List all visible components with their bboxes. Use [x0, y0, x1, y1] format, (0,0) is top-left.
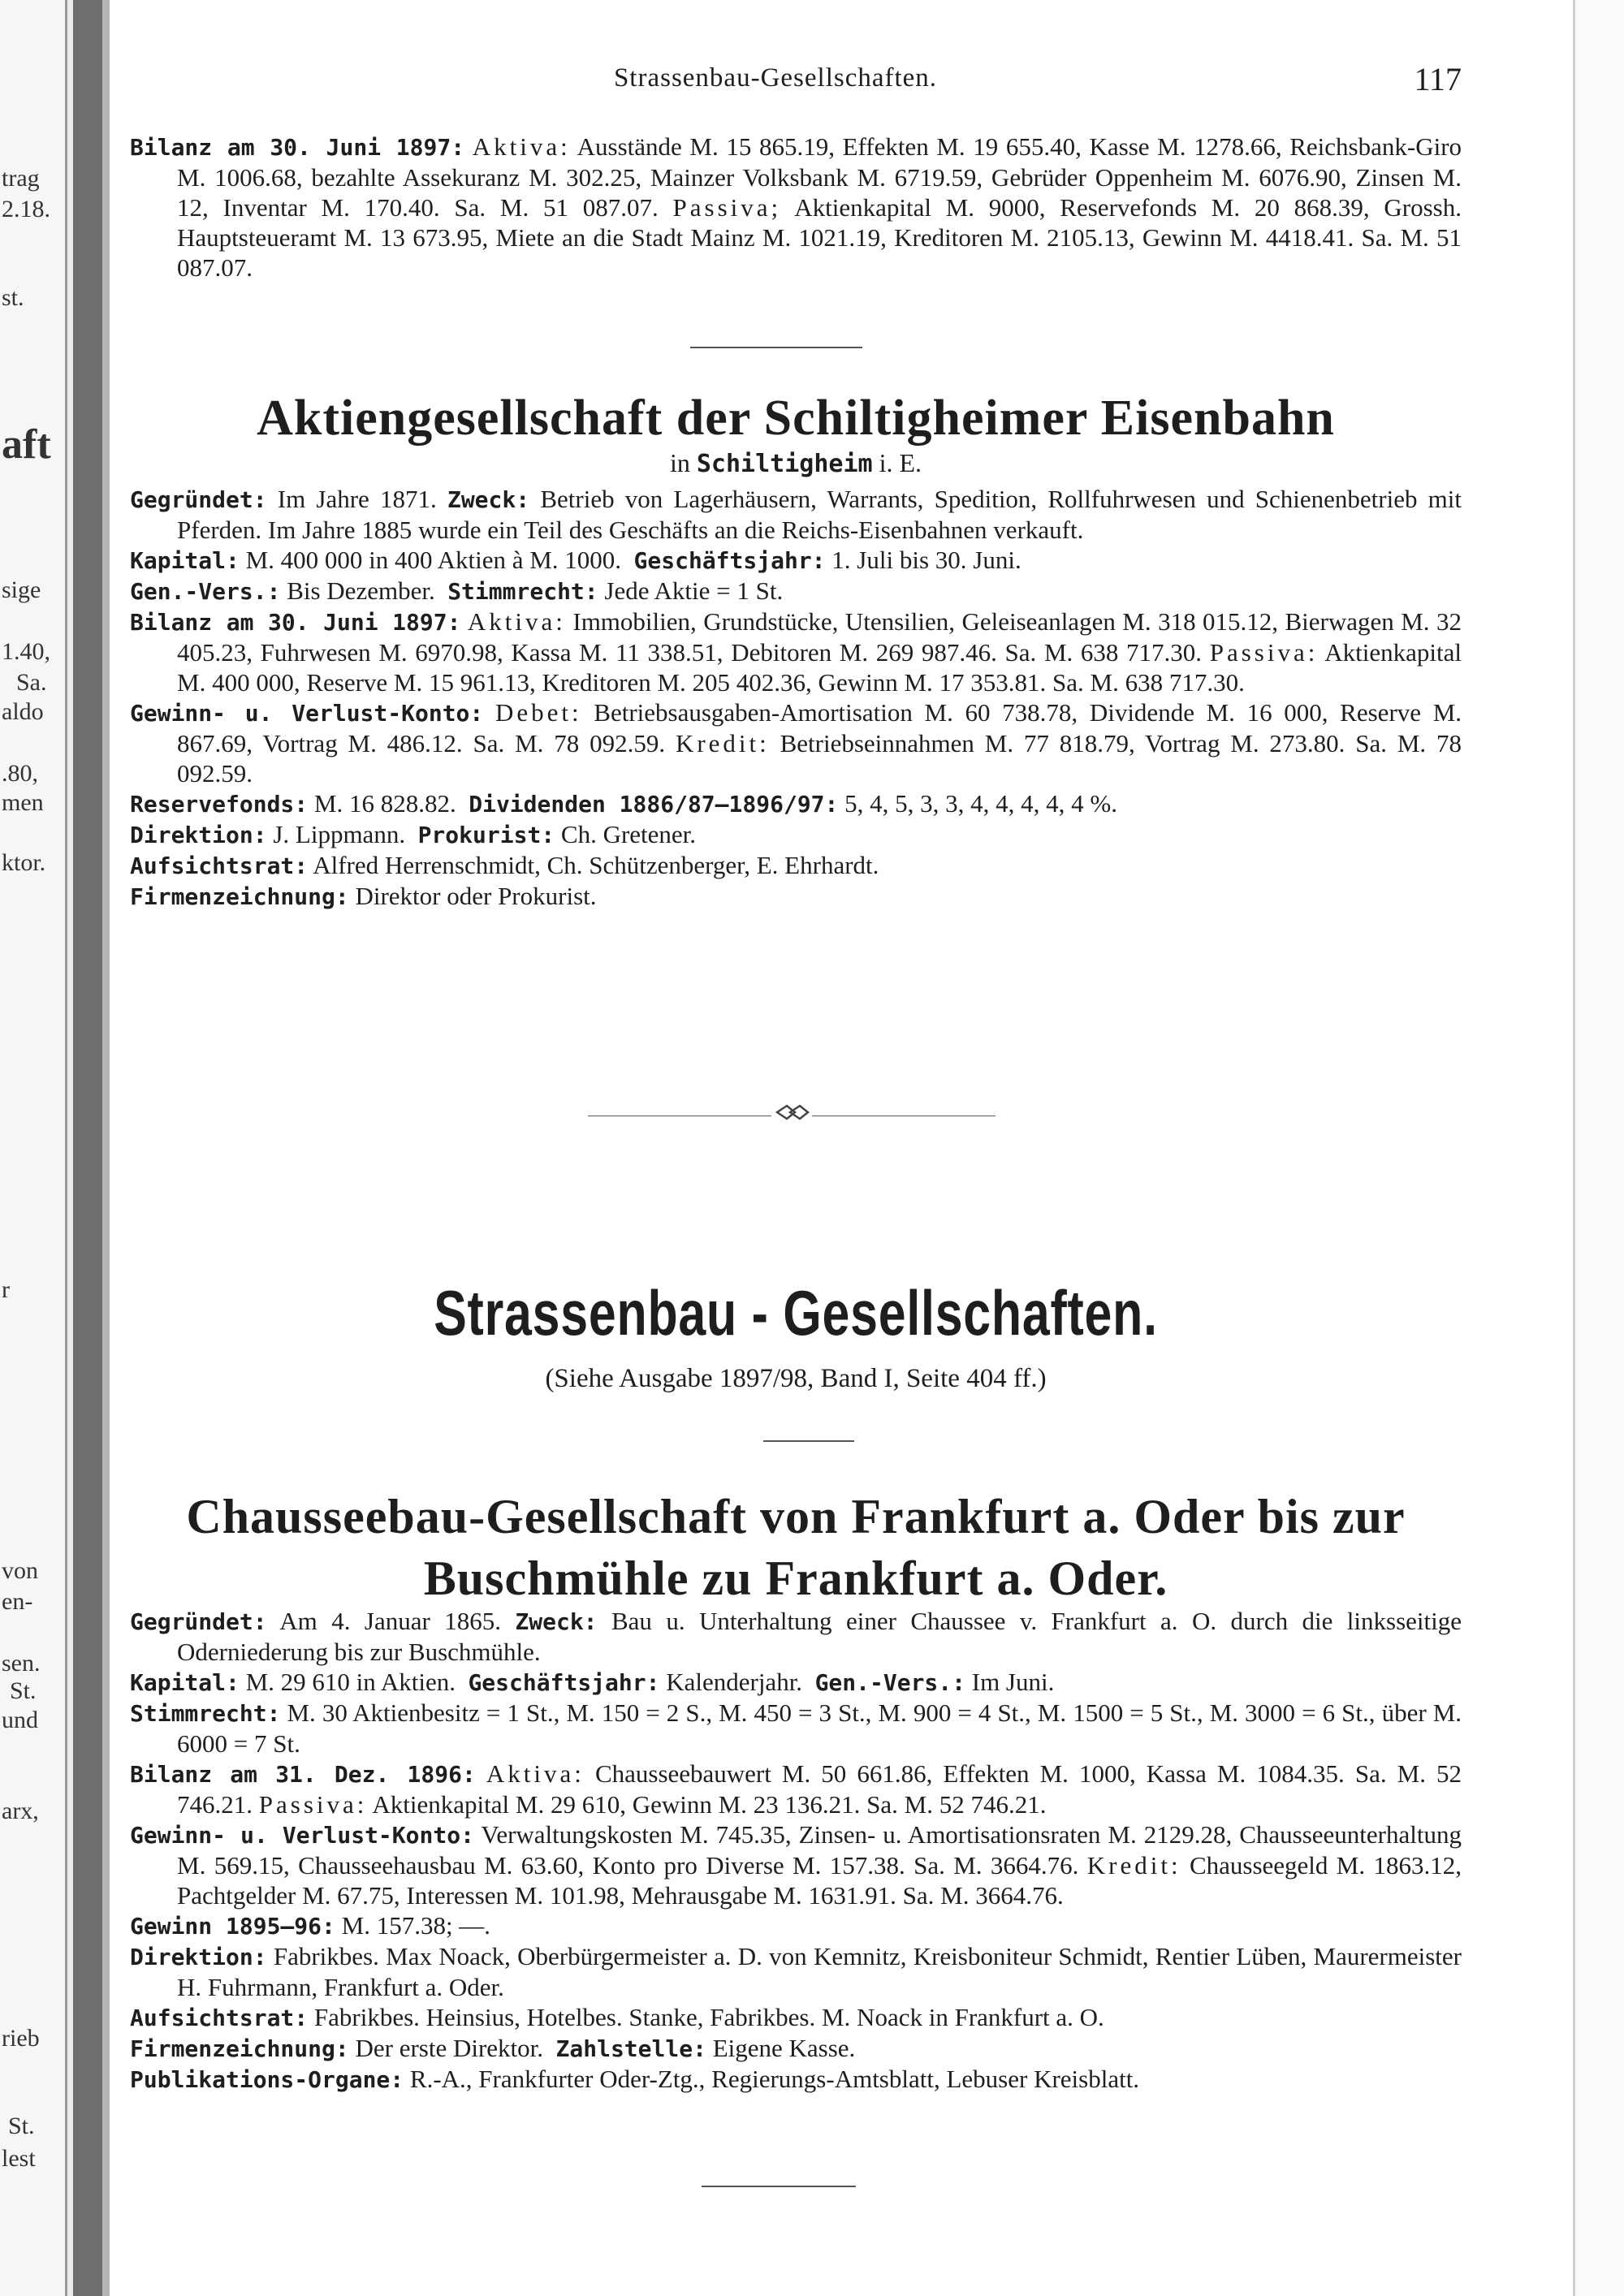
field-label: Bilanz am 31. Dez. 1896: — [130, 1761, 476, 1788]
field-label: Firmenzeichnung: — [130, 883, 349, 910]
separator-rule — [702, 2186, 856, 2187]
location-prefix: in — [669, 448, 690, 477]
field-label: Kapital: — [130, 547, 240, 574]
field-text: Betriebsausgaben-Amortisation M. 60 738.78, Dividende M. 16 000, Reserve M. 867.69, Vortrag M. 486.12. Sa. M. 78 092.59. — [177, 698, 1462, 757]
board-paragraph — [130, 850, 1462, 881]
field-text: Chausseebauwert M. 50 661.86, Effekten M. 1000, Kassa M. 1084.35. Sa. M. 52 746.21. — [177, 1759, 1462, 1819]
margin-fragment: sige — [2, 576, 41, 603]
field-text: J. Lippmann. — [273, 820, 406, 848]
field-text: Fabrikbes. Heinsius, Hotelbes. Stanke, Fabrikbes. M. Noack in Frankfurt a. O. — [313, 2003, 1104, 2031]
margin-fragment: arx, — [2, 1798, 39, 1824]
field-label: Bilanz am 30. Juni 1897: — [130, 134, 465, 161]
kredit-word: Kredit: — [1086, 1851, 1181, 1880]
field-text: Immobilien, Grundstücke, Utensilien, Geleiseanlagen M. 318 015.12, Bierwagen M. 32 405.23, Fuhrwesen M. 6970.98, Kassa M. 11 338.51, Debitoren M. 269 987.46. Sa. M. 638 717.30. — [177, 607, 1462, 667]
page — [130, 0, 1462, 2296]
capital-paragraph — [130, 545, 1462, 576]
margin-fragment: .80, — [2, 760, 38, 787]
balance-passiva-text: Aktienkapital M. 9000, Reservefonds M. 20 868.39, Grossh. Hauptsteueramt M. 13 673.95, Miete an die Stadt Mainz M. 1021.19, Kreditoren M. 2105.13, Gewinn M. 4418.41. Sa. M. 51 087.07. — [177, 193, 1462, 282]
margin-fragment: st. — [2, 284, 24, 311]
company-title — [130, 1486, 1462, 1609]
section-reference: (Siehe Ausgabe 1897/98, Band I, Seite 404 ff.) — [545, 1364, 1047, 1393]
kredit-word: Kredit: — [675, 729, 770, 757]
field-text: Bau u. Unterhaltung einer Chaussee v. Frankfurt a. O. durch die linksseitige Oderniederung bis zur Buschmühle. — [177, 1607, 1462, 1666]
field-text: Kalenderjahr. — [666, 1668, 803, 1696]
field-text: M. 29 610 in Aktien. — [245, 1668, 456, 1696]
capital-paragraph — [130, 1667, 1462, 1698]
field-text: R.-A., Frankfurter Oder-Ztg., Regierungs-Amtsblatt, Lebuser Kreisblatt. — [409, 2065, 1140, 2093]
margin-fragment: und — [2, 1707, 38, 1733]
field-label: Gen.-Vers.: — [130, 578, 281, 605]
running-head — [130, 63, 1462, 104]
location-name: Schiltigheim — [696, 450, 873, 478]
field-label: Reservefonds: — [130, 791, 309, 818]
margin-fragment: rieb — [2, 2025, 40, 2052]
balance-paragraph — [130, 132, 1462, 283]
field-text: Am 4. Januar 1865. — [279, 1607, 501, 1635]
field-label: Gewinn- u. Verlust-Konto: — [130, 1822, 474, 1849]
field-text: M. 30 Aktienbesitz = 1 St., M. 150 = 2 S., M. 450 = 3 St., M. 900 = 4 St., M. 1500 = 5 St., M. 3000 = 6 St., über M. 6000 = 7 St. — [177, 1698, 1462, 1758]
company-details — [130, 484, 1462, 912]
field-label: Kapital: — [130, 1669, 240, 1696]
binding-shadow — [73, 0, 102, 2296]
section-title: Strassenbau - Gesellschaften. — [434, 1277, 1158, 1349]
field-text: Im Jahre 1871. — [277, 485, 437, 513]
company-title-line: Chausseebau-Gesellschaft von Frankfurt a. Oder bis zur — [186, 1490, 1406, 1543]
signature-paragraph — [130, 2033, 1462, 2064]
separator-rule — [690, 347, 862, 348]
field-text: Aktienkapital M. 400 000, Reserve M. 15 961.13, Kreditoren M. 205 402.36, Gewinn M. 17 353.81. Sa. M. 638 717.30. — [177, 638, 1462, 697]
field-label: Aufsichtsrat: — [130, 852, 309, 879]
board-paragraph — [130, 2002, 1462, 2033]
aktiva-word: Aktiva: — [472, 132, 571, 161]
field-label: Gewinn 1895—96: — [130, 1913, 335, 1940]
field-text: 1. Juli bis 30. Juni. — [831, 546, 1021, 574]
margin-fragment: lest — [2, 2145, 36, 2172]
company-title-line: Buschmühle zu Frankfurt a. Oder. — [423, 1552, 1168, 1605]
top-balance-entry — [130, 132, 1462, 283]
margin-fragment: von — [2, 1557, 38, 1584]
founding-paragraph — [130, 484, 1462, 545]
separator-rule — [763, 1440, 854, 1442]
field-text: Im Juni. — [971, 1668, 1055, 1696]
margin-fragment: St. — [8, 2113, 35, 2139]
field-text: Fabrikbes. Max Noack, Oberbürgermeister a. D. von Kemnitz, Kreisboniteur Schmidt, Rentier Lüben, Maurermeister H. Fuhrmann, Frankfurt a. Oder. — [177, 1942, 1462, 2001]
company-title: Aktiengesellschaft der Schiltigheimer Eisenbahn — [257, 391, 1335, 446]
aktiva-word: Aktiva: — [486, 1759, 585, 1788]
margin-fragment: 2.18. — [2, 196, 50, 222]
field-label: Gewinn- u. Verlust-Konto: — [130, 700, 484, 727]
field-label: Direktion: — [130, 1944, 267, 1970]
field-label: Geschäftsjahr: — [468, 1669, 660, 1696]
binding-shadow — [102, 0, 110, 2296]
margin-fragment: aft — [2, 421, 51, 468]
margin-fragment: trag — [2, 165, 40, 192]
field-label: Zweck: — [447, 486, 530, 513]
field-label: Gen.-Vers.: — [814, 1669, 965, 1696]
margin-fragment: St. — [10, 1677, 37, 1704]
voting-paragraph — [130, 1698, 1462, 1759]
field-label: Bilanz am 30. Juni 1897: — [130, 609, 461, 636]
balance-paragraph — [130, 606, 1462, 697]
balance-paragraph — [130, 1759, 1462, 1819]
signature-paragraph — [130, 881, 1462, 912]
publication-paragraph — [130, 2064, 1462, 2095]
field-text: M. 400 000 in 400 Aktien à M. 1000. — [245, 546, 622, 574]
field-label: Publikations-Organe: — [130, 2066, 404, 2093]
balance-aktiva-text: Ausstände M. 15 865.19, Effekten M. 19 655.40, Kasse M. 1278.66, Reichsbank-Giro M. 1006.68, bezahlte Assekuranz M. 302.25, Mainzer Volksbank M. 6719.59, Gebrüder Oppenheim M. 6076.90, Zinsen M. 12, Inventar M. 170.40. Sa. M. 51 087.07. — [177, 132, 1462, 222]
passiva-word: Passiva: — [1209, 638, 1319, 667]
ornament-icon — [775, 1101, 810, 1129]
left-page-gutter — [0, 0, 110, 2296]
margin-fragment: Sa. — [16, 669, 47, 696]
field-label: Dividenden 1886/87—1896/97: — [469, 791, 839, 818]
field-label: Stimmrecht: — [130, 1700, 281, 1727]
profit-loss-paragraph — [130, 697, 1462, 788]
passiva-word: Passiva; — [672, 193, 782, 222]
field-label: Direktion: — [130, 822, 267, 848]
previous-page-edge — [0, 0, 67, 2296]
field-text: Eigene Kasse. — [712, 2034, 856, 2062]
management-paragraph — [130, 1941, 1462, 2002]
location-suffix: i. E. — [879, 448, 922, 477]
margin-fragment: aldo — [2, 698, 44, 725]
field-text: Bis Dezember. — [287, 576, 435, 605]
reserve-paragraph — [130, 788, 1462, 819]
page-number: 117 — [1414, 61, 1462, 97]
management-paragraph — [130, 819, 1462, 850]
field-label: Zweck: — [515, 1608, 598, 1635]
field-label: Aufsichtsrat: — [130, 2005, 309, 2031]
field-text: M. 16 828.82. — [313, 789, 456, 818]
margin-fragment: en- — [2, 1588, 33, 1615]
field-text: M. 157.38; —. — [341, 1911, 491, 1940]
field-text: Jede Aktie = 1 St. — [604, 576, 784, 605]
field-label: Firmenzeichnung: — [130, 2035, 349, 2062]
margin-fragment: ktor. — [2, 849, 46, 876]
margin-fragment: men — [2, 789, 44, 816]
field-text: Aktienkapital M. 29 610, Gewinn M. 23 136.21. Sa. M. 52 746.21. — [372, 1790, 1047, 1819]
field-text: Betriebseinnahmen M. 77 818.79, Vortrag M. 273.80. Sa. M. 78 092.59. — [177, 729, 1462, 788]
field-text: Chausseegeld M. 1863.12, Pachtgelder M. 67.75, Interessen M. 101.98, Mehrausgabe M. 1631.91. Sa. M. 3664.76. — [177, 1851, 1462, 1910]
debet-word: Debet: — [495, 698, 582, 727]
aktiva-word: Aktiva: — [467, 607, 566, 636]
field-label: Gegründet: — [130, 486, 267, 513]
field-label: Geschäftsjahr: — [633, 547, 826, 574]
field-text: Alfred Herrenschmidt, Ch. Schützenberger, E. Ehrhardt. — [313, 851, 879, 879]
company-details — [130, 1606, 1462, 2095]
meeting-paragraph — [130, 576, 1462, 606]
right-page-edge — [1573, 0, 1624, 2296]
field-text: Verwaltungskosten M. 745.35, Zinsen- u. Amortisationsraten M. 2129.28, Chausseeunterhaltung M. 569.15, Chausseehausbau M. 63.60, Konto pro Diverse M. 157.38. Sa. M. 3664.76. — [177, 1820, 1462, 1880]
field-label: Prokurist: — [417, 822, 555, 848]
field-text: Der erste Direktor. — [355, 2034, 544, 2062]
founding-paragraph — [130, 1606, 1462, 1667]
field-text: Ch. Gretener. — [560, 820, 697, 848]
field-text: Betrieb von Lagerhäusern, Warrants, Spedition, Rollfuhrwesen und Schienenbetrieb mit Pferden. Im Jahre 1885 wurde ein Teil des Geschäfts an die Reichs-Eisenbahnen verkauft. — [177, 485, 1462, 544]
profit-loss-paragraph — [130, 1819, 1462, 1910]
running-title: Strassenbau-Gesellschaften. — [613, 63, 938, 93]
field-label: Gegründet: — [130, 1608, 267, 1635]
passiva-word: Passiva: — [258, 1790, 368, 1819]
profit-paragraph — [130, 1910, 1462, 1941]
margin-fragment: sen. — [2, 1650, 41, 1677]
field-label: Stimmrecht: — [447, 578, 598, 605]
margin-fragment: r — [2, 1276, 10, 1303]
company-location — [130, 448, 1462, 478]
field-label: Zahlstelle: — [555, 2035, 706, 2062]
margin-fragment: 1.40, — [2, 638, 50, 665]
field-text: 5, 4, 5, 3, 3, 4, 4, 4, 4, 4 %. — [844, 789, 1117, 818]
field-text: Direktor oder Prokurist. — [355, 882, 597, 910]
